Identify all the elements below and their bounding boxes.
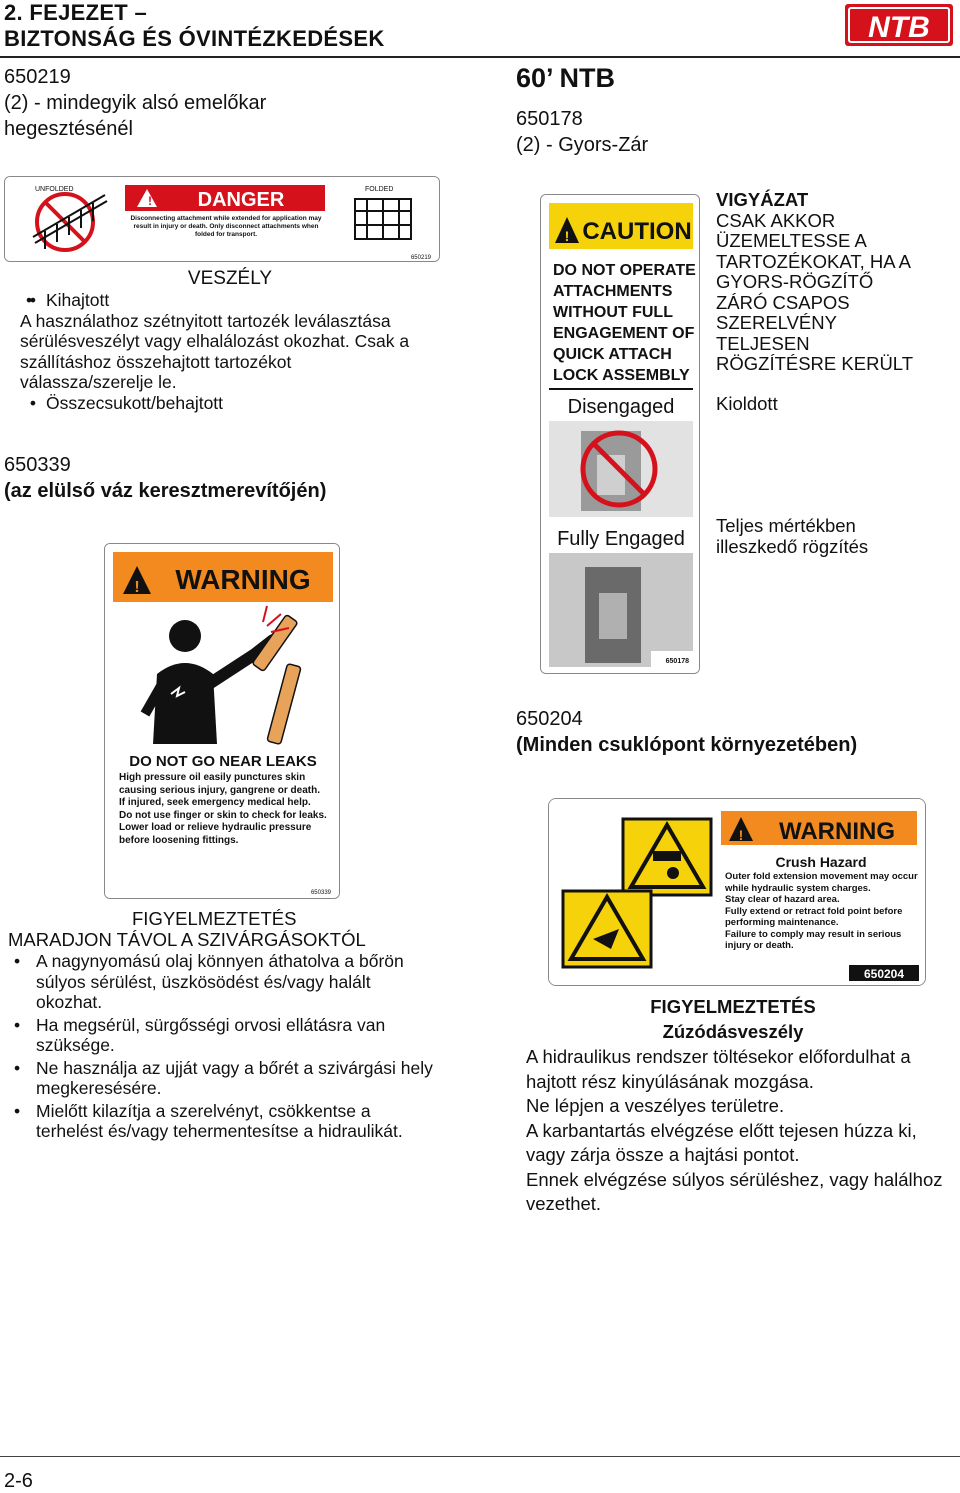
crush-paragraph: Ne lépjen a veszélyes területre. xyxy=(526,1095,785,1116)
caution-line: CSAK AKKOR xyxy=(716,209,836,231)
crush-headline: Crush Hazard xyxy=(775,854,867,870)
caution-title: VIGYÁZAT xyxy=(716,189,809,210)
crush-decal-line: Stay clear of hazard area. xyxy=(725,894,840,905)
decal-code: 650178 xyxy=(516,108,583,130)
engaged-caption: Fully Engaged xyxy=(557,528,685,550)
warning-signal-word: WARNING xyxy=(175,564,311,595)
disengaged-label: Kioldott xyxy=(716,393,778,414)
svg-text:NTB: NTB xyxy=(868,11,930,44)
danger-bullet-extended: • • Kihajtott xyxy=(20,290,440,311)
decal-location: (Minden csuklópont környezetében) xyxy=(516,734,858,756)
warning-bullet: • A nagynyomású olaj könnyen áthatolva a bőrön súlyos sérülést, üszkösödést és/vagy halált okozhat. xyxy=(8,951,438,1013)
crush-paragraph: A karbantartás elvégzése előtt tejesen húzza ki, vagy zárja össze a hajtási pontot. xyxy=(526,1119,917,1165)
tag-folded: FOLDED xyxy=(365,186,394,193)
crush-decal-line: Outer fold extension movement may occur while hydraulic system charges. xyxy=(725,871,918,894)
decal-number: 650204 xyxy=(863,967,905,981)
svg-text:!: ! xyxy=(738,827,744,843)
caution-line: ATTACHMENTS xyxy=(553,283,673,300)
caution-line: RÖGZÍTÉSRE KERÜLT xyxy=(716,353,914,374)
warning-subtitle: MARADJON TÁVOL A SZIVÁRGÁSOKTÓL xyxy=(8,929,366,950)
svg-text:!: ! xyxy=(564,228,570,244)
caution-line: TARTOZÉKOKAT, HA A xyxy=(716,250,911,272)
page-number: 2-6 xyxy=(4,1470,33,1492)
leaks-headline: DO NOT GO NEAR LEAKS xyxy=(129,753,317,770)
decal-code: 650339 xyxy=(4,454,71,476)
caution-line: WITHOUT FULL xyxy=(553,304,673,321)
warning-crush-decal-image xyxy=(548,798,926,986)
decal-code: 650219 xyxy=(4,66,71,88)
decal-number: 650339 xyxy=(310,890,331,896)
decal-code: 650204 xyxy=(516,708,583,730)
warning-leaks-decal-image xyxy=(104,543,340,899)
caution-translation xyxy=(716,190,956,375)
bullet-extended-text: Kihajtott xyxy=(46,290,110,310)
decal-quantity: (2) - Gyors-Zár xyxy=(516,134,649,156)
warning-crush-translation xyxy=(526,994,946,1217)
warning-signal-word: WARNING xyxy=(779,818,895,845)
chapter-title-line1: 2. FEJEZET – xyxy=(4,0,147,25)
header-rule xyxy=(0,56,960,58)
crush-paragraph: Ennek elvégzése súlyos sérüléshez, vagy halálhoz vezethet. xyxy=(526,1168,943,1214)
chapter-title-line2: BIZTONSÁG ÉS ÓVINTÉZKEDÉSEK xyxy=(4,26,385,51)
crush-paragraph: A hidraulikus rendszer töltésekor előfordulhat a hajtott rész kinyúlásának mozgása. xyxy=(526,1046,911,1092)
danger-bullet-folded: • Összecsukott/behajtott xyxy=(29,392,224,413)
caution-line: GYORS-RÖGZÍTŐ xyxy=(716,271,874,292)
caution-line: QUICK ATTACH xyxy=(553,346,672,363)
caution-line: DO NOT OPERATE xyxy=(553,262,696,279)
tag-unfolded: UNFOLDED xyxy=(35,186,74,193)
caution-decal-image xyxy=(540,194,700,674)
leaks-decal-bullet: If injured, seek emergency medical help. xyxy=(119,797,311,808)
warning-bullet: • Mielőtt kilazítja a szerelvényt, csökkentse a terhelést és/vagy tehermentesítse a hidraulikát. xyxy=(8,1101,438,1142)
caution-line: LOCK ASSEMBLY xyxy=(553,367,690,384)
decal-650204-heading xyxy=(516,706,946,758)
caution-signal-word: CAUTION xyxy=(582,218,692,245)
crush-decal-line: Failure to comply may result in serious injury or death. xyxy=(725,928,902,951)
engaged-label-line2: illeszkedő rögzítés xyxy=(716,536,869,557)
decal-location: hegesztésénél xyxy=(4,118,133,140)
leaks-decal-bullet: High pressure oil easily punctures skin causing serious injury, gangrene or death. xyxy=(119,772,320,796)
caution-line: SZERELVÉNY xyxy=(716,312,837,333)
danger-translation xyxy=(20,268,440,413)
svg-text:!: ! xyxy=(148,194,152,208)
caution-line: ENGAGEMENT OF xyxy=(553,325,695,342)
warning-title: FIGYELMEZTETÉS xyxy=(132,908,297,929)
decal-number: 650219 xyxy=(410,255,431,261)
warning-leaks-translation xyxy=(8,908,438,1142)
decal-650178-heading xyxy=(516,106,936,158)
engaged-label-line1: Teljes mértékben xyxy=(716,515,856,536)
danger-signal-word: DANGER xyxy=(197,189,285,211)
chapter-header xyxy=(4,0,385,52)
caution-line: ZÁRÓ CSAPOS xyxy=(716,291,850,313)
danger-decal-image xyxy=(4,176,440,262)
model-title: 60’ NTB xyxy=(516,63,616,93)
crush-subtitle: Zúzódásveszély xyxy=(662,1021,804,1042)
warning-bullet: • Ha megsérül, sürgősségi orvosi ellátásra van szüksége. xyxy=(8,1015,438,1056)
footer-rule xyxy=(0,1456,960,1457)
leaks-decal-bullet: Lower load or relieve hydraulic pressure before loosening fittings. xyxy=(119,822,312,846)
decal-number: 650178 xyxy=(665,658,689,665)
ntb-logo xyxy=(843,2,955,48)
decal-quantity: (2) - mindegyik alsó emelőkar xyxy=(4,92,267,114)
danger-title: VESZÉLY xyxy=(187,268,273,289)
crush-title: FIGYELMEZTETÉS xyxy=(650,996,816,1017)
decal-650219-heading xyxy=(4,64,444,142)
disengaged-caption: Disengaged xyxy=(567,396,675,418)
caution-line: ÜZEMELTESSE A xyxy=(716,230,867,251)
warning-bullet: • Ne használja az ujját vagy a bőrét a szivárgási hely megkeresésére. xyxy=(8,1058,438,1099)
crush-decal-line: Fully extend or retract fold point before performing maintenance. xyxy=(725,905,903,928)
svg-text:!: ! xyxy=(134,579,140,596)
decal-650339-heading xyxy=(4,452,444,504)
bullet-folded-text: Összecsukott/behajtott xyxy=(46,392,224,413)
leaks-decal-bullet: Do not use finger or skin to check for leaks. xyxy=(119,809,327,821)
danger-decal-text: Disconnecting attachment while extended for application may result in injury or death. Only disconnect attachments when folded for transport. xyxy=(130,215,322,238)
danger-paragraph: A használathoz szétnyitott tartozék leválasztása sérülésveszélyt vagy elhalálozást okozhat. Csak a szállításhoz összehajtott tartozékot válassza/szerelje le. xyxy=(20,310,410,392)
decal-location: (az elülső váz keresztmerevítőjén) xyxy=(4,480,327,502)
caution-line: TELJESEN xyxy=(716,332,810,354)
